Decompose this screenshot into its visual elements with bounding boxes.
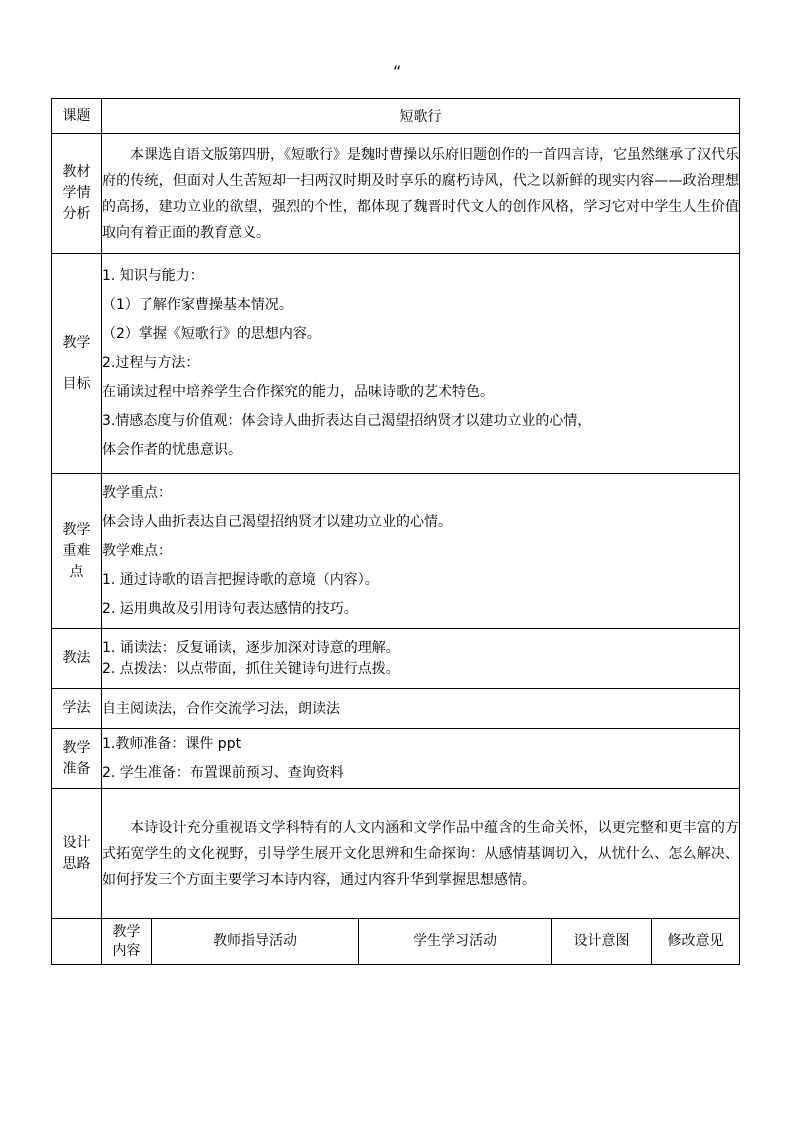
study-row: [52, 689, 740, 729]
method-line: 2. 点拨法：以点带面，抓住关键诗句进行点拨。: [102, 660, 400, 677]
prep-content: [102, 729, 740, 789]
prep-label-line: 教学: [62, 739, 91, 756]
keypoints-content: [102, 474, 740, 629]
keypoints-label-line: 重难: [62, 542, 91, 559]
topic-label: 课题: [52, 99, 102, 134]
design-text: 本诗设计充分重视语文学科特有的人文内涵和文学作品中蕴含的生命关怀，以更完整和更丰富的方式拓宽学生的文化视野，引导学生展开文化思辨和生命探询：从感情基调切入，从忧什么、怎么解决、如何抒发三个方面主要学习本诗内容，通过内容升华到掌握思想感情。: [102, 819, 740, 888]
goals-line: （1）了解作家曹操基本情况。: [102, 297, 293, 313]
study-content: [102, 689, 740, 729]
method-line: 1. 诵读法：反复诵读，逐步加深对诗意的理解。: [102, 639, 400, 656]
keypoints-label-line: 点: [69, 563, 84, 580]
study-text: 自主阅读法，合作交流学习法，朗读法: [102, 700, 340, 717]
design-row: [52, 789, 740, 919]
activity-header-revision: 修改意见: [652, 919, 740, 965]
keypoints-line: 教学难点：: [102, 542, 172, 559]
prep-line: 1.教师准备：课件 ppt: [102, 735, 242, 752]
activity-header-teacher: 教师指导活动: [152, 919, 359, 965]
activity-blank-cell: [52, 919, 102, 965]
activity-header-content-line: 内容: [112, 942, 141, 959]
prep-line: 2. 学生准备：布置课前预习、查询资料: [102, 764, 344, 781]
topic-row: [52, 99, 740, 134]
analysis-label-line: 教材: [62, 164, 91, 180]
goals-row: [52, 254, 740, 474]
method-content: [102, 629, 740, 689]
activity-header-row: [52, 919, 740, 965]
goals-line: 在诵读过程中培养学生合作探究的能力，品味诗歌的艺术特色。: [102, 384, 494, 400]
goals-line: 体会作者的忧患意识。: [102, 442, 242, 458]
header-quote-mark: “: [393, 62, 402, 81]
keypoints-label: [52, 474, 102, 629]
design-label: [52, 789, 102, 919]
goals-label: [52, 254, 102, 474]
keypoints-row: [52, 474, 740, 629]
keypoints-line: 1. 通过诗歌的语言把握诗歌的意境（内容）。: [102, 571, 379, 588]
method-label: 教法: [52, 629, 102, 689]
prep-row: [52, 729, 740, 789]
analysis-label-line: 分析: [62, 206, 91, 222]
activity-header-student: 学生学习活动: [359, 919, 552, 965]
goals-label-line: 目标: [62, 375, 91, 392]
analysis-content: [102, 134, 740, 254]
topic-value: 短歌行: [102, 99, 740, 134]
goals-content: [102, 254, 740, 474]
analysis-label: [52, 134, 102, 254]
analysis-label-line: 学情: [62, 185, 91, 201]
analysis-text: 本课选自语文版第四册，《短歌行》是魏时曹操以乐府旧题创作的一首四言诗，它虽然继承了汉代乐府的传统，但面对人生苦短却一扫两汉时期及时享乐的腐朽诗风，代之以新鲜的现实内容——政治理想的高扬，建功立业的欲望，强烈的个性，都体现了魏晋时代文人的创作风格，学习它对中学生人生价值取向有着正面的教育意义。: [102, 146, 740, 241]
study-label: 学法: [52, 689, 102, 729]
design-label-line: 设计: [62, 834, 91, 851]
analysis-row: [52, 134, 740, 254]
keypoints-line: 教学重点：: [102, 484, 172, 501]
keypoints-line: 体会诗人曲折表达自己渴望招纳贤才以建功立业的心情。: [102, 513, 452, 530]
goals-line: 3.情感态度与价值观：体会诗人曲折表达自己渴望招纳贤才以建功立业的心情，: [102, 413, 592, 429]
goals-label-line: 教学: [62, 334, 91, 351]
prep-label-line: 准备: [62, 760, 91, 777]
activity-header-content-line: 教学: [112, 923, 141, 940]
method-row: [52, 629, 740, 689]
design-content: [102, 789, 740, 919]
lesson-plan-table: [51, 98, 740, 965]
keypoints-line: 2. 运用典故及引用诗句表达感情的技巧。: [102, 600, 358, 617]
goals-line: （2）掌握《短歌行》的思想内容。: [102, 326, 321, 342]
goals-line: 1. 知识与能力：: [102, 268, 204, 284]
activity-header-content: [102, 919, 152, 965]
keypoints-label-line: 教学: [62, 521, 91, 538]
activity-header-intent: 设计意图: [552, 919, 652, 965]
design-label-line: 思路: [62, 855, 91, 872]
prep-label: [52, 729, 102, 789]
goals-line: 2.过程与方法：: [102, 355, 200, 371]
